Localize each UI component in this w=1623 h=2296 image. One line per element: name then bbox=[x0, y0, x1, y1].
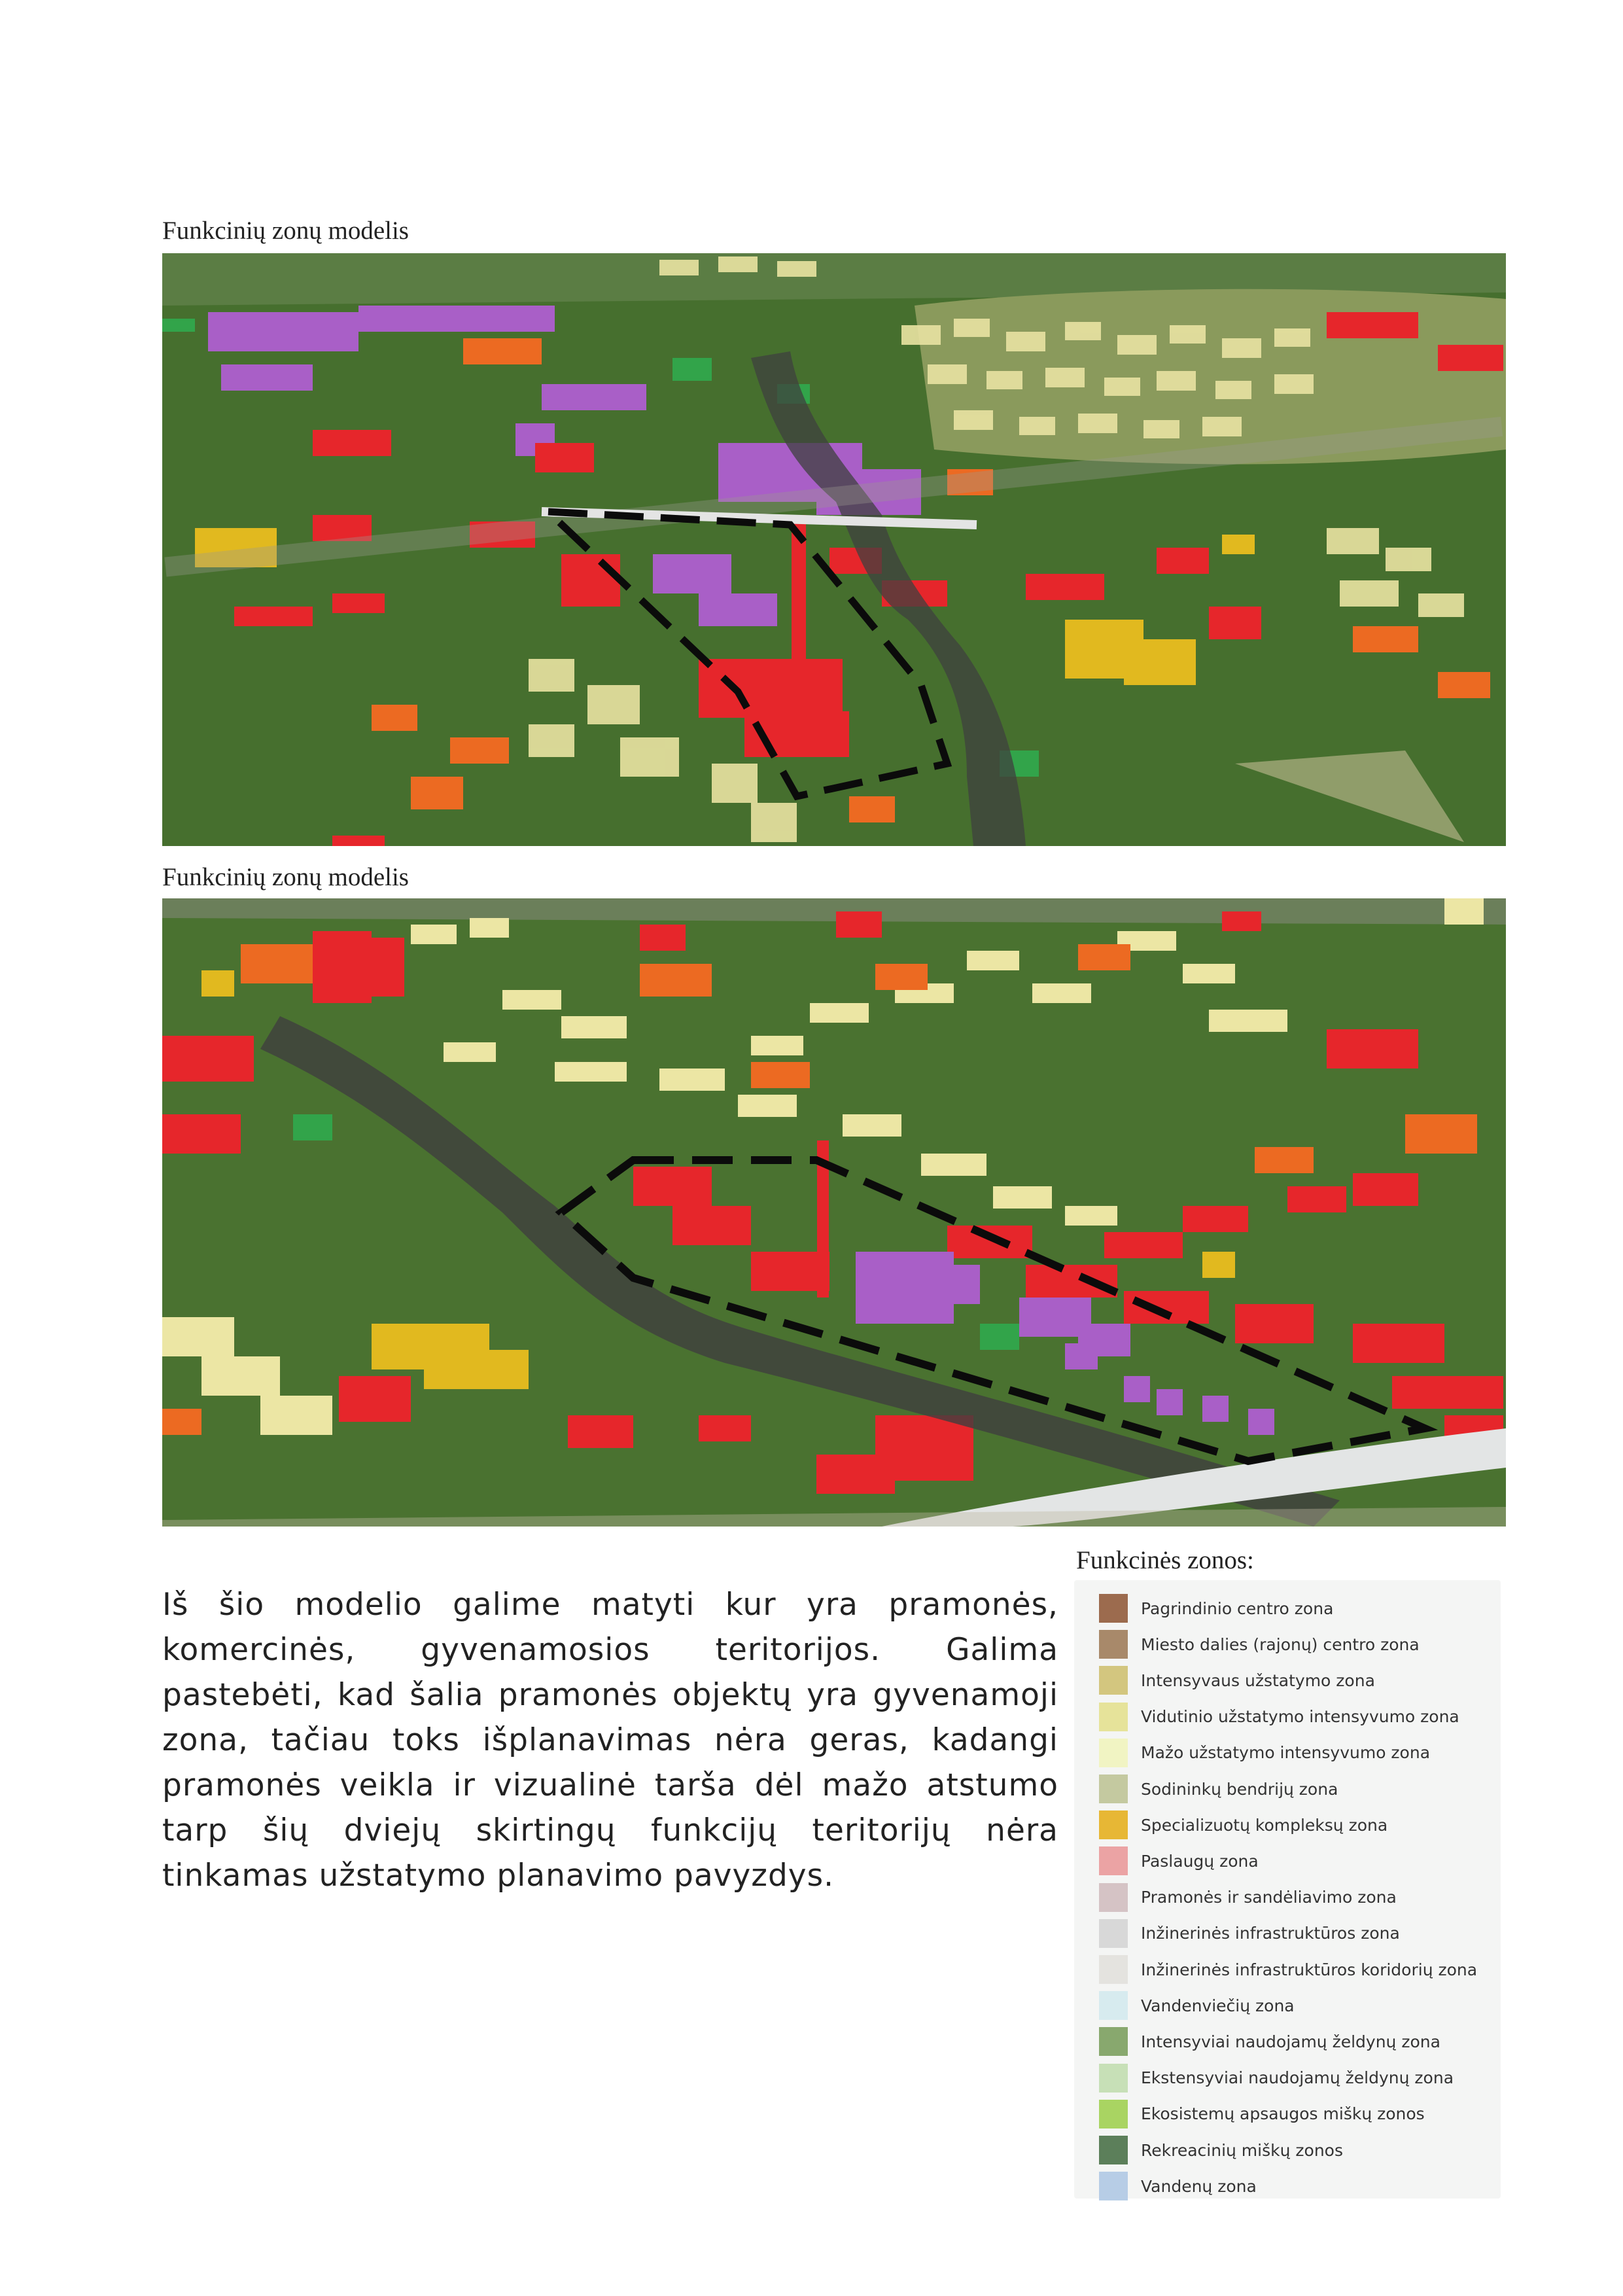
legend-item bbox=[1099, 1918, 1400, 1949]
legend-label: Vandenų zona bbox=[1141, 2176, 1257, 2196]
legend-swatch bbox=[1099, 1666, 1128, 1695]
legend-swatch bbox=[1099, 2064, 1128, 2093]
legend-swatch bbox=[1099, 2027, 1128, 2056]
legend-label: Inžinerinės infrastruktūros koridorių zona bbox=[1141, 1960, 1478, 1979]
legend-item bbox=[1099, 2063, 1454, 2093]
legend-label: Miesto dalies (rajonų) centro zona bbox=[1141, 1634, 1420, 1654]
legend-swatch bbox=[1099, 1630, 1128, 1659]
figure-caption-2: Funkcinių zonų modelis bbox=[162, 863, 409, 891]
legend-swatch bbox=[1099, 1991, 1128, 2020]
legend-item bbox=[1099, 1593, 1333, 1623]
legend-label: Intensyvaus užstatymo zona bbox=[1141, 1670, 1375, 1690]
legend-swatch bbox=[1099, 1775, 1128, 1803]
legend-label: Rekreacinių miškų zonos bbox=[1141, 2140, 1343, 2160]
legend-label: Specializuotų kompleksų zona bbox=[1141, 1815, 1388, 1835]
legend-swatch bbox=[1099, 1919, 1128, 1948]
body-paragraph: Iš šio modelio galime matyti kur yra pramonės, komercinės, gyvenamosios teritorijos. Galima pastebėti, kad šalia pramonės objektų yra gyvenamoji zona, tačiau toks išplanavimas nėra geras, kadangi pramonės veikla ir vizualinė tarša dėl mažo atstumo tarp šių dviejų skirtingų funkcijų teritorijų nėra tinkamas užstatymo planavimo pavyzdys. bbox=[162, 1587, 1058, 1894]
legend-label: Vandenviečių zona bbox=[1141, 1996, 1295, 2015]
legend-label: Vidutinio užstatymo intensyvumo zona bbox=[1141, 1707, 1459, 1727]
legend-swatch bbox=[1099, 1739, 1128, 1767]
legend-swatch bbox=[1099, 2136, 1128, 2164]
legend-swatch bbox=[1099, 1810, 1128, 1839]
legend-item bbox=[1099, 1702, 1459, 1732]
legend-item bbox=[1099, 1846, 1259, 1876]
legend-item bbox=[1099, 1665, 1375, 1695]
legend-item bbox=[1099, 2171, 1257, 2201]
legend-swatch bbox=[1099, 1883, 1128, 1912]
zoning-model-aerial-image-2 bbox=[162, 898, 1506, 1527]
legend-item bbox=[1099, 1774, 1338, 1804]
legend-label: Paslaugų zona bbox=[1141, 1851, 1259, 1871]
legend-label: Pramonės ir sandėliavimo zona bbox=[1141, 1888, 1397, 1907]
legend-item bbox=[1099, 2135, 1343, 2165]
legend-item bbox=[1099, 1990, 1295, 2021]
legend-swatch bbox=[1099, 2100, 1128, 2128]
legend-label: Intensyviai naudojamų želdynų zona bbox=[1141, 2032, 1440, 2051]
functional-zones-legend bbox=[1074, 1580, 1501, 2199]
zoning-model-aerial-image-1 bbox=[162, 253, 1506, 846]
legend-title: Funkcinės zonos: bbox=[1076, 1546, 1254, 1574]
legend-item bbox=[1099, 1738, 1430, 1768]
legend-label: Ekosistemų apsaugos miškų zonos bbox=[1141, 2104, 1425, 2124]
legend-label: Ekstensyviai naudojamų želdynų zona bbox=[1141, 2068, 1454, 2088]
legend-item bbox=[1099, 1882, 1397, 1913]
legend-label: Inžinerinės infrastruktūros zona bbox=[1141, 1924, 1400, 1943]
legend-label: Pagrindinio centro zona bbox=[1141, 1598, 1334, 1618]
legend-swatch bbox=[1099, 1594, 1128, 1623]
legend-item bbox=[1099, 1810, 1387, 1840]
figure-caption-1: Funkcinių zonų modelis bbox=[162, 217, 409, 245]
legend-item bbox=[1099, 1629, 1420, 1659]
legend-swatch bbox=[1099, 1846, 1128, 1875]
legend-swatch bbox=[1099, 2172, 1128, 2200]
legend-item bbox=[1099, 2099, 1425, 2129]
legend-item bbox=[1099, 2026, 1440, 2057]
legend-swatch bbox=[1099, 1703, 1128, 1731]
legend-label: Mažo užstatymo intensyvumo zona bbox=[1141, 1743, 1431, 1763]
legend-swatch bbox=[1099, 1955, 1128, 1984]
legend-label: Sodininkų bendrijų zona bbox=[1141, 1779, 1338, 1799]
legend-item bbox=[1099, 1954, 1477, 1985]
